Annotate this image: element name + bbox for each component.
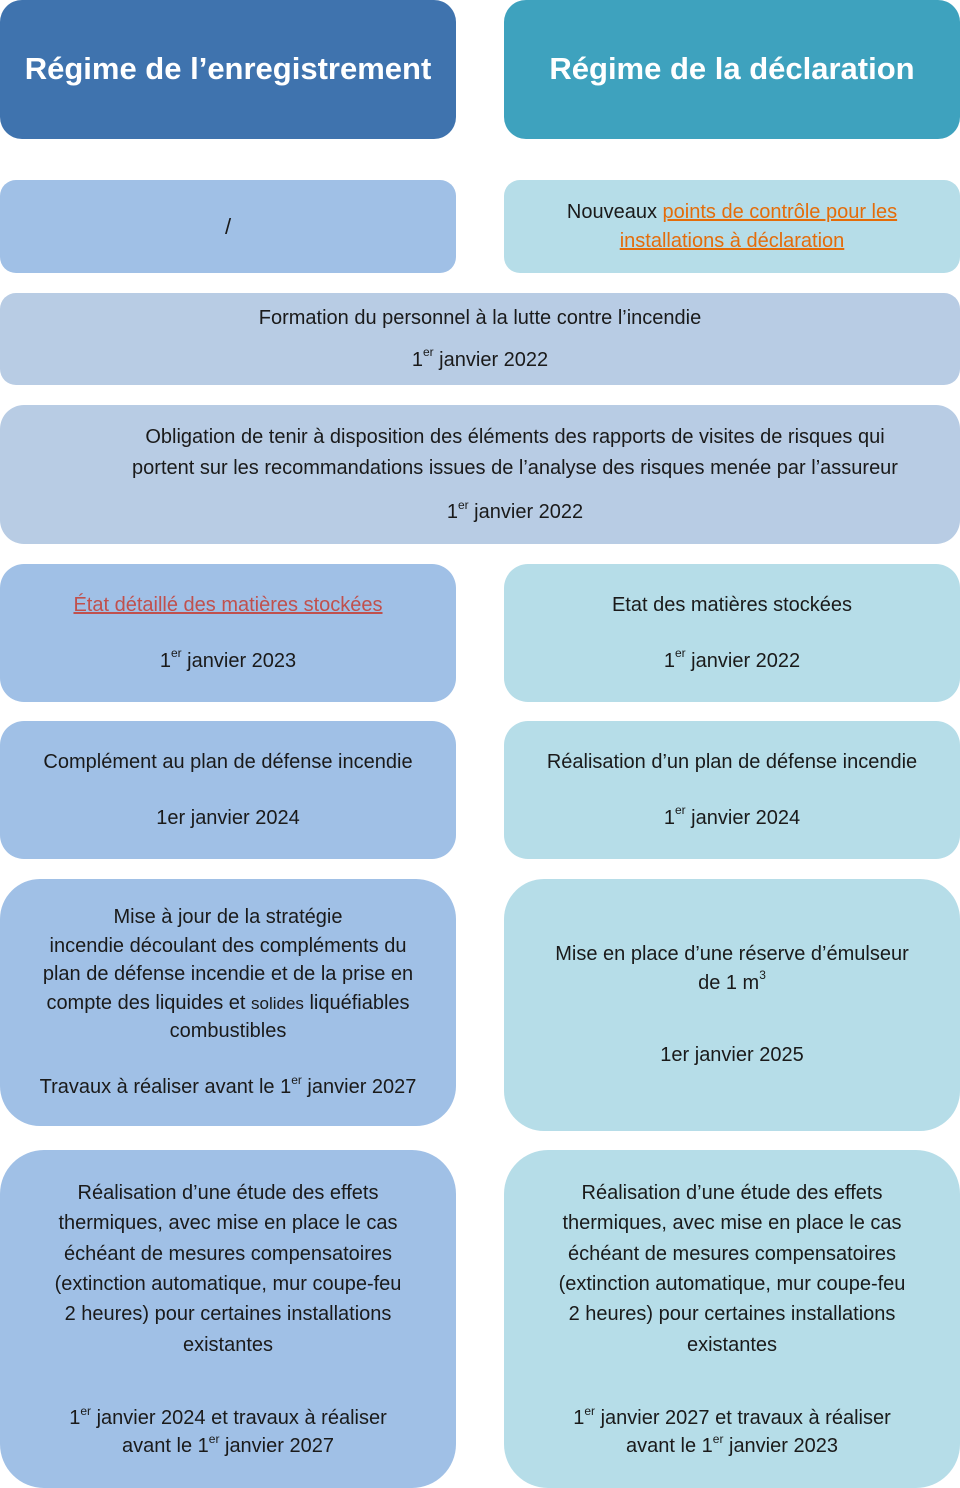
row7-left-date1-num: 1 xyxy=(69,1407,81,1430)
row6-left-line4b: solides xyxy=(251,993,304,1013)
row4-right-title: Etat des matières stockées xyxy=(611,593,853,616)
row6-left-line4 xyxy=(46,989,409,1017)
row7-right-date2 xyxy=(626,1432,838,1460)
row7-right-line3: échéant de mesures compensatoires xyxy=(568,1242,896,1265)
row4-left-date-rest: janvier 2023 xyxy=(181,650,297,672)
row2-title: Formation du personnel à la lutte contre l’incendie xyxy=(258,306,702,329)
row6-right-line1: Mise en place d’une réserve d’émulseur xyxy=(555,943,909,966)
row2-date xyxy=(412,346,548,374)
row5-right-title: Réalisation d’un plan de défense incendie xyxy=(546,750,918,773)
control-points-link-part1[interactable]: points de contrôle pour les xyxy=(662,201,898,224)
row7-left-line4: (extinction automatique, mur coupe-feu xyxy=(54,1273,402,1295)
row3-date xyxy=(447,498,583,526)
row7-left-date2-sup: er xyxy=(208,1431,220,1446)
row6-left-date xyxy=(40,1073,417,1101)
row7-left-line3: échéant de mesures compensatoires xyxy=(64,1242,392,1265)
row6-left-line4a: compte des liquides et xyxy=(46,991,251,1014)
row1-left-text: / xyxy=(224,213,232,239)
row7-right-date2-rest: janvier 2023 xyxy=(723,1435,838,1458)
row7-right-line6: existantes xyxy=(686,1333,778,1356)
row3-shared-box xyxy=(0,405,960,544)
row3-line1: Obligation de tenir à disposition des éléments des rapports de visites de risques qui xyxy=(145,426,885,449)
row6-right-line2-text: de 1 m xyxy=(698,971,760,994)
row5-left-date: 1er janvier 2024 xyxy=(156,807,300,829)
row5-right-date-num: 1 xyxy=(663,807,675,829)
row4-right-date-rest: janvier 2022 xyxy=(685,650,801,672)
row6-left-line3: plan de défense incendie et de la prise en xyxy=(42,963,414,986)
row5-right-date-sup: er xyxy=(674,803,686,818)
row1-right-box xyxy=(504,180,960,273)
row6-left-date-rest: janvier 2027 xyxy=(301,1076,417,1099)
row7-right-line5: 2 heures) pour certaines installations xyxy=(568,1303,896,1326)
row1-right-line1 xyxy=(567,198,897,226)
row7-left-date1-rest: janvier 2024 et travaux à réaliser xyxy=(91,1407,387,1430)
row7-right-line4: (extinction automatique, mur coupe-feu xyxy=(558,1273,906,1295)
row4-left-date-num: 1 xyxy=(159,650,171,672)
control-points-link-part2[interactable]: installations à déclaration xyxy=(619,229,845,252)
row7-right-box xyxy=(504,1150,960,1488)
row7-right-date1 xyxy=(573,1404,891,1432)
row6-left-date-prefix: Travaux à réaliser avant le 1 xyxy=(39,1076,292,1099)
header-enregistrement-title: Régime de l’enregistrement xyxy=(24,51,432,87)
row1-right-prefix: Nouveaux xyxy=(566,201,663,224)
row7-left-date1-sup: er xyxy=(80,1403,92,1418)
row3-date-sup: er xyxy=(457,497,469,512)
row2-date-rest: janvier 2022 xyxy=(433,349,549,371)
row6-left-line4c: liquéfiables xyxy=(303,991,410,1014)
row4-right-box xyxy=(504,564,960,702)
stored-materials-detail-link[interactable]: État détaillé des matières stockées xyxy=(73,593,383,616)
row6-left-box xyxy=(0,879,456,1126)
row7-left-date2-rest: janvier 2027 xyxy=(219,1435,334,1458)
row4-left-date xyxy=(160,647,296,675)
row2-shared-box xyxy=(0,293,960,385)
row4-right-date xyxy=(664,647,800,675)
row3-line2: portent sur les recommandations issues de l’analyse des risques menée par l’assureur xyxy=(132,457,898,480)
row4-right-date-sup: er xyxy=(674,646,686,661)
row4-left-date-sup: er xyxy=(170,646,182,661)
row6-left-line5: combustibles xyxy=(169,1019,287,1042)
header-declaration-title: Régime de la déclaration xyxy=(549,51,915,87)
row7-right-line2: thermiques, avec mise en place le cas xyxy=(562,1212,902,1235)
row7-left-line5: 2 heures) pour certaines installations xyxy=(64,1303,392,1326)
row7-right-date1-num: 1 xyxy=(573,1407,585,1430)
row7-left-line2: thermiques, avec mise en place le cas xyxy=(58,1212,398,1235)
row7-left-line1: Réalisation d’une étude des effets xyxy=(77,1181,379,1204)
row6-right-date: 1er janvier 2025 xyxy=(660,1044,804,1067)
row7-left-date2-prefix: avant le 1 xyxy=(122,1435,209,1458)
row6-left-date-sup: er xyxy=(291,1072,302,1087)
row4-left-box xyxy=(0,564,456,702)
row1-left-box xyxy=(0,180,456,273)
row6-right-line2 xyxy=(698,969,766,997)
row7-right-date1-rest: janvier 2027 et travaux à réaliser xyxy=(595,1407,891,1430)
row7-left-line6: existantes xyxy=(182,1333,274,1356)
row6-left-line1: Mise à jour de la stratégie xyxy=(113,906,343,929)
row5-left-title: Complément au plan de défense incendie xyxy=(43,750,413,773)
row3-date-num: 1 xyxy=(446,501,458,524)
row4-right-date-num: 1 xyxy=(663,650,675,672)
row3-date-rest: janvier 2022 xyxy=(468,501,584,524)
row6-left-line2: incendie découlant des compléments du xyxy=(49,934,407,957)
row7-right-line1: Réalisation d’une étude des effets xyxy=(581,1181,883,1204)
row2-date-num: 1 xyxy=(411,349,423,371)
row1-right-line2 xyxy=(620,227,845,255)
row7-left-box xyxy=(0,1150,456,1488)
row7-right-date1-sup: er xyxy=(584,1403,596,1418)
row7-left-date2 xyxy=(122,1432,334,1460)
row7-right-date2-prefix: avant le 1 xyxy=(626,1435,713,1458)
row5-right-date-rest: janvier 2024 xyxy=(685,807,801,829)
row5-right-box xyxy=(504,721,960,859)
row7-left-date1 xyxy=(69,1404,387,1432)
row7-right-date2-sup: er xyxy=(712,1431,724,1446)
row5-right-date xyxy=(664,804,800,832)
header-declaration xyxy=(504,0,960,139)
header-enregistrement xyxy=(0,0,456,139)
row6-right-box xyxy=(504,879,960,1131)
row5-left-box xyxy=(0,721,456,859)
row6-right-line2-sup: 3 xyxy=(759,968,766,983)
row2-date-sup: er xyxy=(422,345,434,360)
